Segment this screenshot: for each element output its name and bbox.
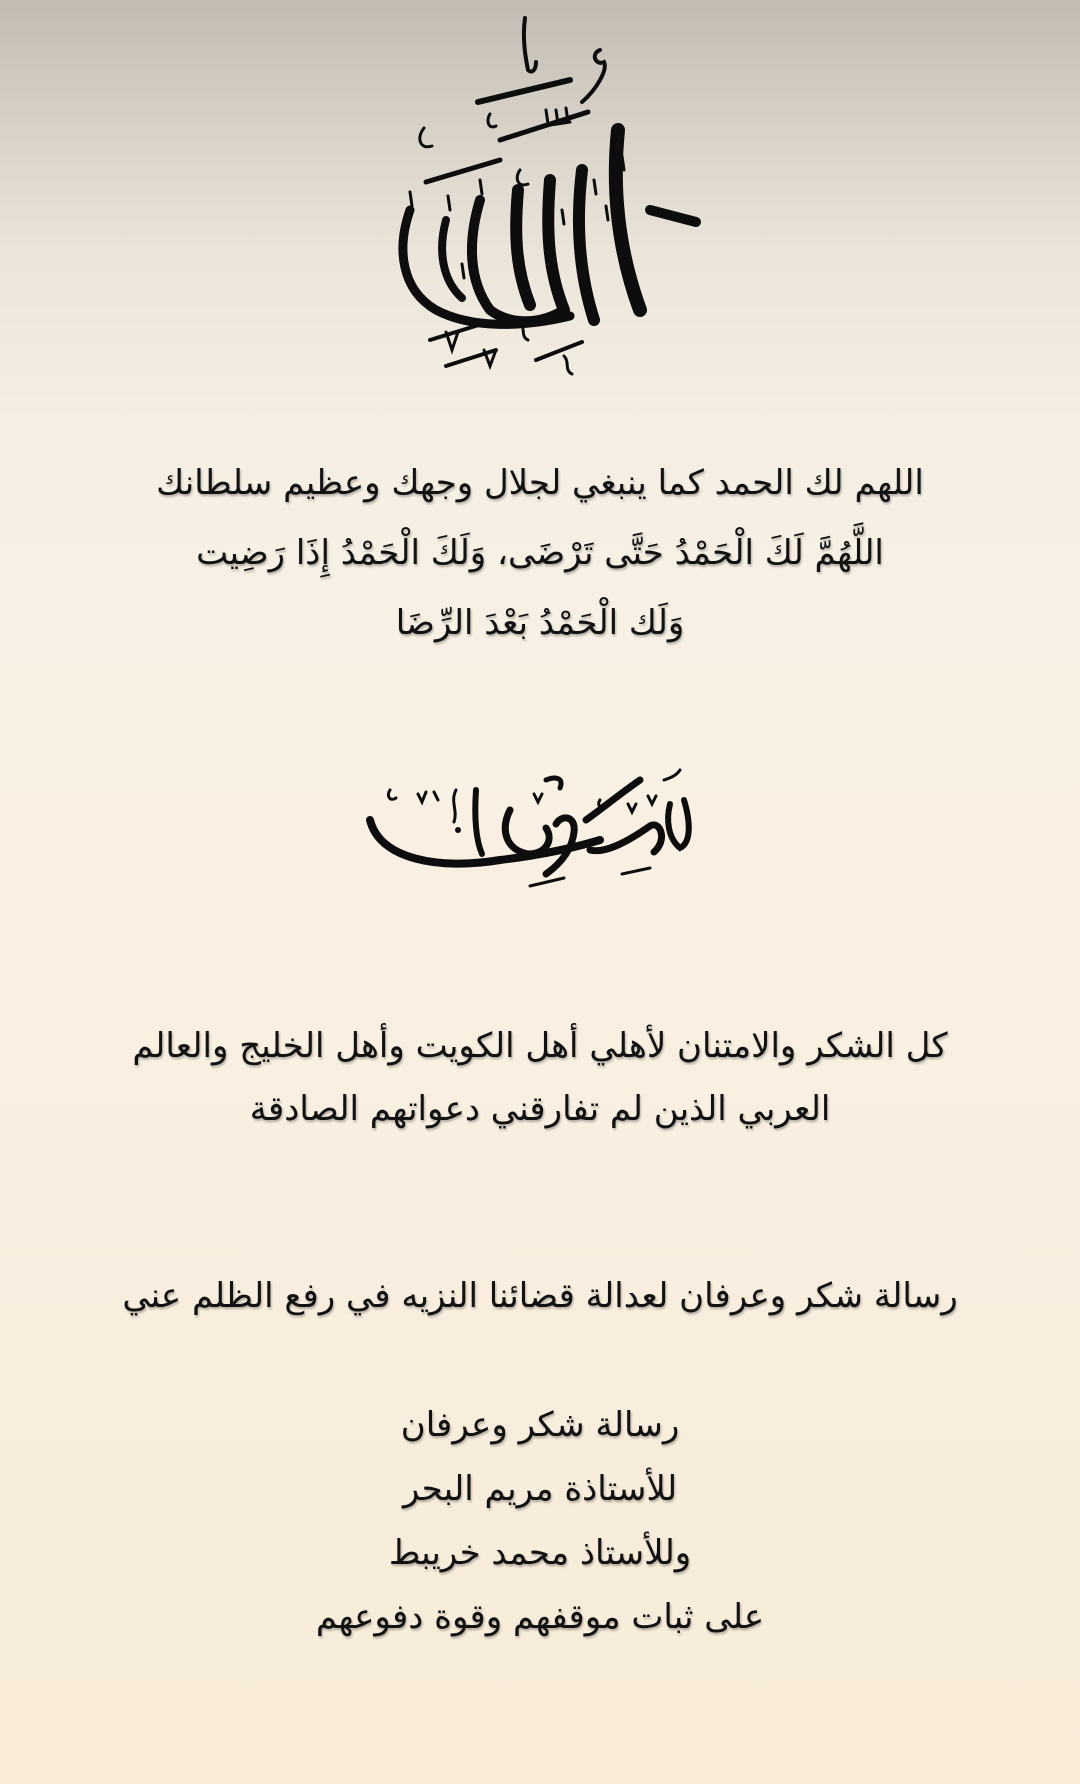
lawyers-line-2: للأستاذة مريم البحر bbox=[402, 1469, 678, 1509]
praise-line-3: وَلَك الْحَمْدُ بَعْدَ الرِّضَا bbox=[395, 603, 685, 643]
shukr-wa-irfan-calligraphy-icon bbox=[0, 750, 1080, 900]
alhamdulillah-calligraphy-icon bbox=[0, 10, 1080, 390]
judiciary-thanks-line: رسالة شكر وعرفان لعدالة قضائنا النزيه في رفع الظلم عني bbox=[122, 1276, 958, 1316]
gratitude-line-2: العربي الذين لم تفارقني دعواتهم الصادقة bbox=[249, 1089, 831, 1129]
praise-line-2: اللَّهُمَّ لَكَ الْحَمْدُ حَتَّى تَرْضَى، وَلَكَ الْحَمْدُ إِذَا رَضِيت bbox=[196, 533, 884, 573]
alhamdulillah-calligraphy-svg bbox=[350, 10, 730, 390]
praise-line-1: اللهم لك الحمد كما ينبغي لجلال وجهك وعظيم سلطانك bbox=[156, 463, 924, 503]
lawyers-line-4: على ثبات موقفهم وقوة دفوعهم bbox=[315, 1597, 765, 1637]
lawyers-line-1: رسالة شكر وعرفان bbox=[400, 1405, 680, 1445]
shukr-wa-irfan-calligraphy-svg bbox=[350, 750, 730, 900]
lawyers-line-3: وللأستاذ محمد خريبط bbox=[388, 1533, 692, 1573]
gratitude-line-1: كل الشكر والامتنان لأهلي أهل الكويت وأهل الخليج والعالم bbox=[132, 1026, 948, 1066]
